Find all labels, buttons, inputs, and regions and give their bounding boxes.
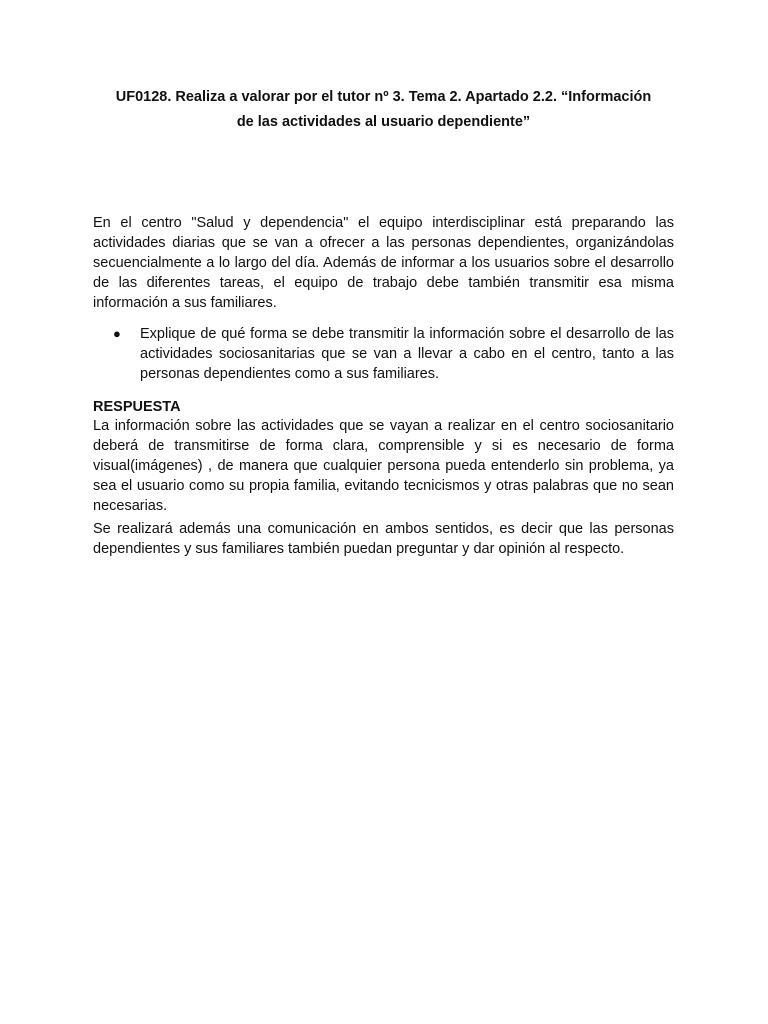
document-title: [93, 85, 674, 135]
title-line-2: de las actividades al usuario dependiente”: [236, 114, 531, 130]
answer-heading: RESPUESTA: [93, 399, 181, 415]
intro-paragraph: En el centro "Salud y dependencia" el equipo interdisciplinar está preparando las actividades diarias que se van a ofrecer a las personas dependientes, organizándolas secuencialmente a lo largo del día. Además de informar a los usuarios sobre el desarrollo de las diferentes tareas, el equipo de trabajo debe también transmitir esa misma información a sus familiares.: [93, 215, 674, 311]
bullet-icon: ●: [113, 326, 121, 341]
title-line-1: UF0128. Realiza a valorar por el tutor nº 3. Tema 2. Apartado 2.2. “Información: [115, 89, 652, 105]
answer-paragraph-2: Se realizará además una comunicación en ambos sentidos, es decir que las personas dependientes y sus familiares también puedan preguntar y dar opinión al respecto.: [93, 521, 674, 557]
bullet-text: Explique de qué forma se debe transmitir la información sobre el desarrollo de las actividades sociosanitarias que se van a llevar a cabo en el centro, tanto a las personas dependientes como a sus familiares.: [140, 326, 674, 382]
answer-paragraph-1: La información sobre las actividades que se vayan a realizar en el centro sociosanitario deberá de transmitirse de forma clara, comprensible y si es necesario de forma visual(imágenes) , de manera que cualquier persona pueda entenderlo sin problema, ya sea el usuario como su propia familia, evitando tecnicismos y otras palabras que no sean necesarias.: [93, 418, 674, 514]
